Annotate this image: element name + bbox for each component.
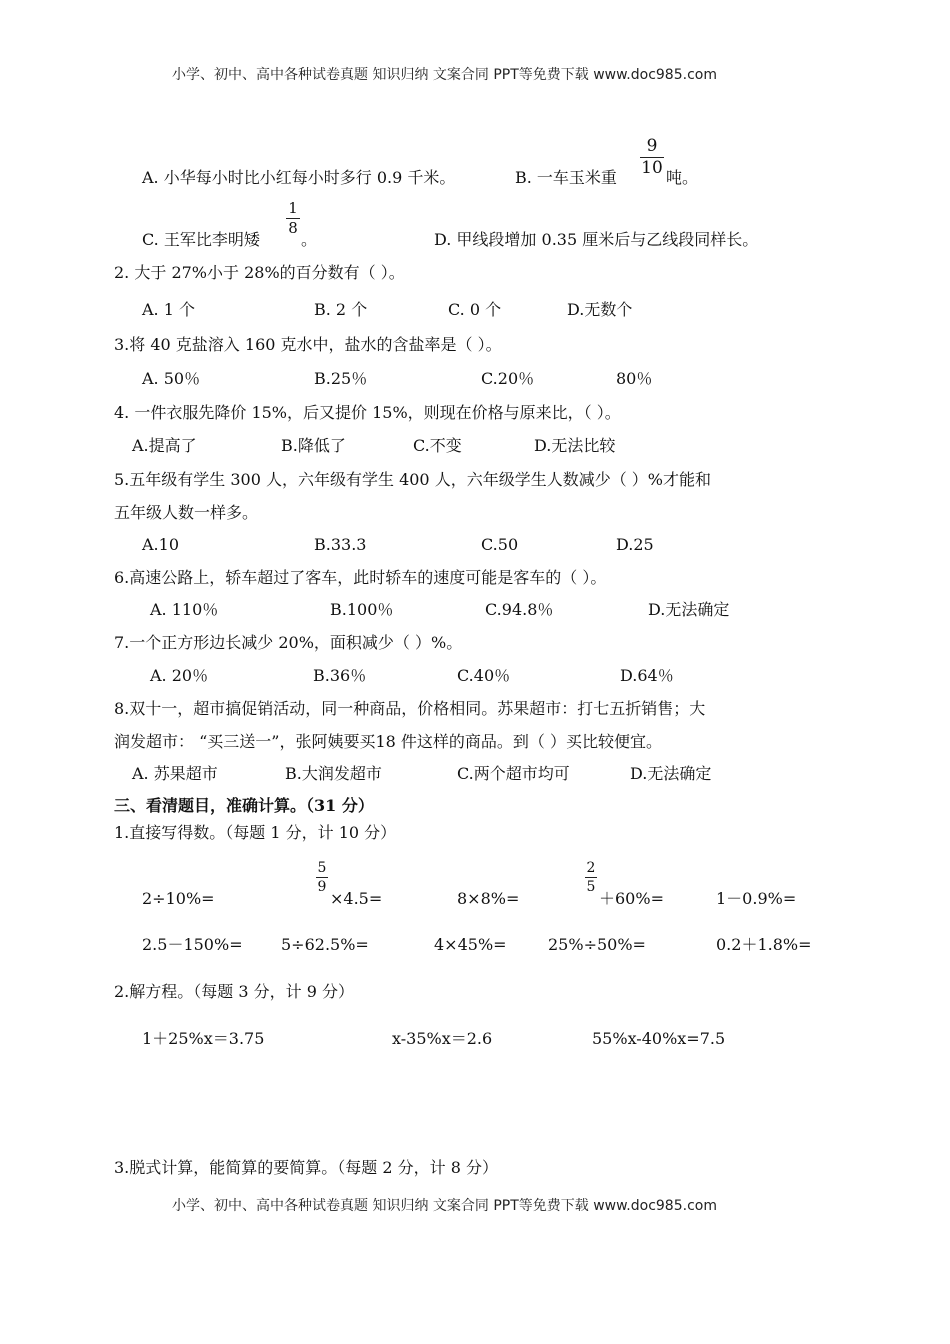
question-2-option-d: D.无数个 [567,300,633,319]
fraction-denominator: 8 [288,219,298,237]
fraction-denominator: 10 [641,158,663,178]
calc-item: 2÷10%= [142,889,215,908]
fraction-bar [316,877,328,878]
question-7-option-d: D.64％ [620,666,674,685]
question-7-option-b: B.36％ [313,666,367,685]
question-2-option-b: B. 2 个 [314,300,368,319]
question-5-stem-continued: 五年级人数一样多。 [114,503,259,522]
q1-option-b-suffix: 吨。 [666,168,699,187]
question-2-option-c: C. 0 个 [448,300,502,319]
section-3-title: 三、看清题目，准确计算。（31 分） [114,796,374,815]
question-7-option-c: C.40％ [457,666,511,685]
question-6-option-c: C.94.8％ [485,600,554,619]
question-8-option-c: C.两个超市均可 [457,764,570,783]
equation-item: x-35%x＝2.6 [392,1029,493,1048]
question-8-option-b: B.大润发超市 [285,764,382,783]
calc-item: ＋60%= [599,889,664,908]
calc-item: 2.5－150%= [142,935,243,954]
fraction-numerator: 1 [288,199,298,217]
question-5-option-a: A.10 [142,535,179,554]
question-6-option-a: A. 110％ [150,600,219,619]
question-3-option-a: A. 50％ [142,369,201,388]
question-3-option-d: 80％ [616,369,653,388]
fraction-numerator: 2 [586,860,596,876]
question-3-stem: 3.将 40 克盐溶入 160 克水中，盐水的含盐率是（ ）。 [114,335,502,354]
calc-item: 0.2＋1.8%= [716,935,812,954]
question-2-stem: 2. 大于 27%小于 28%的百分数有（ ）。 [114,263,405,282]
calc-item: 1－0.9%= [716,889,797,908]
section-3-part-2-title: 2.解方程。（每题 3 分，计 9 分） [114,982,354,1001]
question-8-stem-continued: 润发超市： “买三送一”，张阿姨要买18 件这样的商品。到（ ）买比较便宜。 [114,732,662,751]
q1-option-b-fraction [640,138,664,177]
question-6-option-d: D.无法确定 [648,600,730,619]
calc-item: 8×8%= [457,889,520,908]
q1-option-c: C. 王军比李明矮 [142,230,260,249]
calc-fraction [316,861,328,894]
question-4-stem: 4. 一件衣服先降价 15%，后又提价 15%，则现在价格与原来比，（ ）。 [114,403,621,422]
fraction-denominator: 9 [317,879,327,895]
question-4-option-d: D.无法比较 [534,436,616,455]
question-3-option-b: B.25％ [314,369,368,388]
question-8-option-a: A. 苏果超市 [132,764,218,783]
q1-option-b-prefix: B. 一车玉米重 [515,168,617,187]
fraction-numerator: 9 [646,136,658,156]
equation-item: 55%x-40%x=7.5 [592,1029,726,1048]
q1-option-b [515,170,617,186]
fraction-bar [585,877,597,878]
equation-item: 1＋25%x＝3.75 [142,1029,265,1048]
question-8-option-d: D.无法确定 [630,764,712,783]
question-8-stem: 8.双十一，超市搞促销活动，同一种商品，价格相同。苏果超市：打七五折销售；大 [114,699,706,718]
section-3-part-3-title: 3.脱式计算，能简算的要简算。（每题 2 分，计 8 分） [114,1158,498,1177]
fraction-denominator: 5 [586,879,596,895]
question-3-option-c: C.20％ [481,369,535,388]
question-5-option-d: D.25 [616,535,654,554]
question-5-option-b: B.33.3 [314,535,367,554]
question-5-stem: 5.五年级有学生 300 人，六年级有学生 400 人，六年级学生人数减少（ ）%才能和 [114,470,711,489]
question-7-stem: 7.一个正方形边长减少 20%，面积减少（ ）%。 [114,633,463,652]
question-6-option-b: B.100％ [330,600,394,619]
page-header: 小学、初中、高中各种试卷真题 知识归纳 文案合同 PPT等免费下载 www.doc985.com [172,67,717,83]
question-5-option-c: C.50 [481,535,519,554]
question-7-option-a: A. 20％ [150,666,209,685]
question-4-option-c: C.不变 [413,436,462,455]
q1-option-a: A. 小华每小时比小红每小时多行 0.9 千米。 [142,168,456,187]
question-4-option-a: A.提高了 [132,436,197,455]
q1-option-c-suffix: 。 [301,230,318,249]
calc-item: ×4.5= [330,889,383,908]
q1-option-d: D. 甲线段增加 0.35 厘米后与乙线段同样长。 [434,230,759,249]
page-footer: 小学、初中、高中各种试卷真题 知识归纳 文案合同 PPT等免费下载 www.doc985.com [172,1198,717,1214]
section-3-part-1-title: 1.直接写得数。（每题 1 分，计 10 分） [114,823,397,842]
calc-item: 4×45%= [434,935,507,954]
calc-fraction [585,861,597,894]
question-2-option-a: A. 1 个 [142,300,195,319]
calc-item: 25%÷50%= [548,935,646,954]
fraction-numerator: 5 [317,860,327,876]
question-4-option-b: B.降低了 [281,436,346,455]
question-6-stem: 6.高速公路上，轿车超过了客车，此时轿车的速度可能是客车的（ ）。 [114,568,607,587]
q1-option-c-fraction [286,201,300,236]
calc-item: 5÷62.5%= [281,935,369,954]
